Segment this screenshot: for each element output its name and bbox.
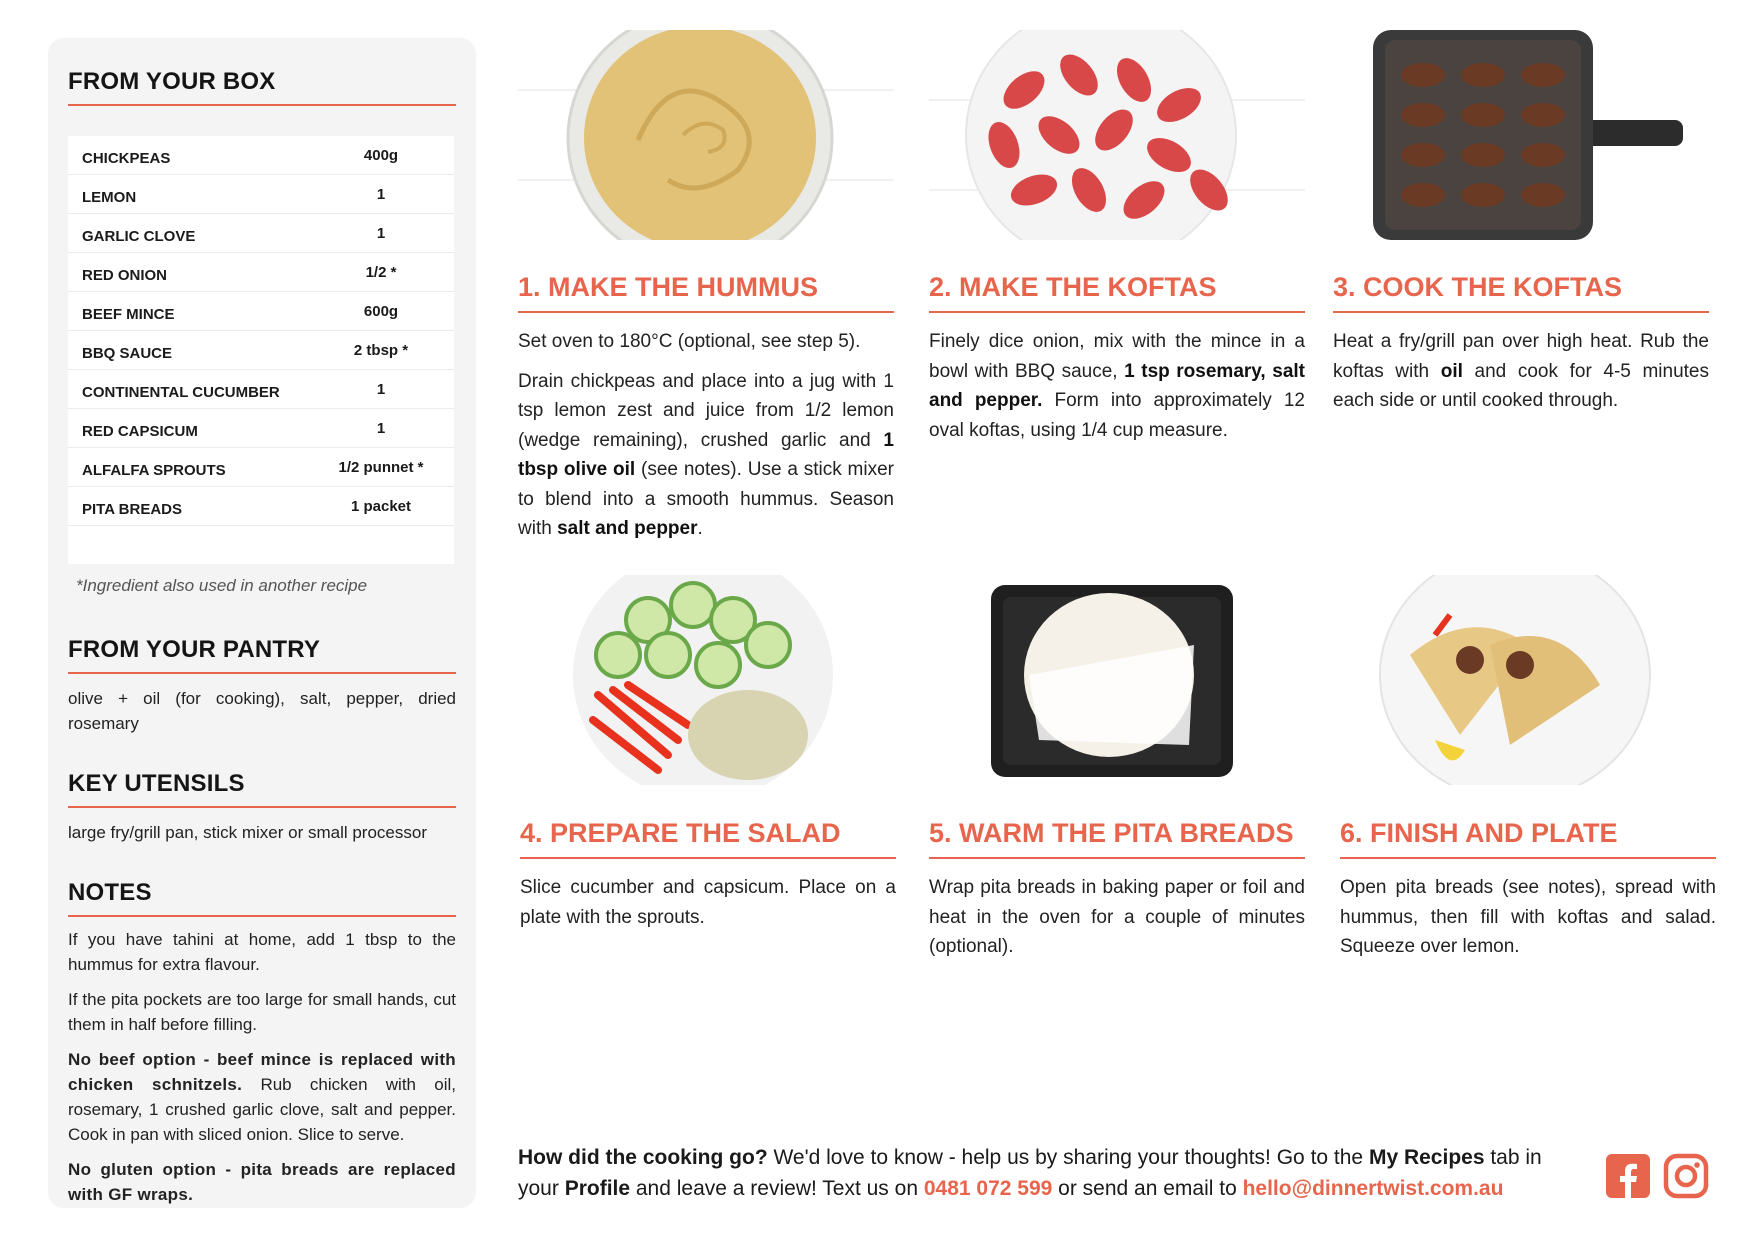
step-title: 5. WARM THE PITA BREADS bbox=[929, 818, 1305, 859]
step-text: Drain chickpeas and place into a jug with 1 tsp lemon zest and juice from 1/2 lemon (wedge remaining), crushed garlic and bbox=[518, 370, 894, 451]
footer-text: tab in your bbox=[518, 1146, 1542, 1200]
ingredient-row bbox=[68, 136, 454, 175]
ingredient-row bbox=[68, 409, 454, 448]
ingredient-name: ALFALFA SPROUTS bbox=[82, 461, 226, 479]
note-no-beef-text: Rub chicken with oil, rosemary, 1 crushed garlic clove, salt and pepper. Cook in pan with sliced onion. Slice to serve. bbox=[68, 1075, 456, 1144]
step-body bbox=[929, 327, 1305, 445]
step-bold: 1 tsp rosemary, salt and pepper. bbox=[929, 360, 1305, 411]
step-bold: 1 tbsp olive oil bbox=[518, 429, 894, 480]
ingredient-name: GARLIC CLOVE bbox=[82, 227, 196, 245]
ingredient-row bbox=[68, 253, 454, 292]
step-body bbox=[1333, 327, 1709, 416]
ingredient-name: LEMON bbox=[82, 188, 137, 206]
cooked-koftas-photo bbox=[1333, 30, 1713, 240]
step-bold: salt and pepper bbox=[557, 518, 698, 539]
feedback-question: How did the cooking go? bbox=[518, 1146, 768, 1169]
ingredient-qty: 1 packet bbox=[350, 497, 412, 515]
hummus-photo bbox=[518, 30, 894, 240]
ingredient-name: CONTINENTAL CUCUMBER bbox=[82, 383, 280, 401]
step-text: (see notes). Use a stick mixer to blend into a smooth hummus. Season with bbox=[518, 459, 894, 539]
ingredient-name: CHICKPEAS bbox=[82, 149, 171, 167]
ingredient-row bbox=[68, 487, 454, 526]
ingredient-row bbox=[68, 331, 454, 370]
ingredient-qty: 1 bbox=[376, 380, 386, 398]
ingredient-qty: 1/2 punnet * bbox=[338, 458, 424, 476]
ingredient-row bbox=[68, 292, 454, 331]
ingredient-row bbox=[68, 448, 454, 487]
ingredient-qty: 600g bbox=[363, 302, 399, 320]
pantry-text: olive + oil (for cooking), salt, pepper, dried rosemary bbox=[68, 689, 456, 733]
step-body: Wrap pita breads in baking paper or foil and heat in the oven for a couple of minutes (optional). bbox=[929, 877, 1305, 957]
step-text: . bbox=[697, 518, 703, 539]
step-text: and cook for 4-5 minutes each side or until cooked through. bbox=[1333, 360, 1710, 411]
ingredient-name: BBQ SAUCE bbox=[82, 344, 173, 362]
utensils-text: large fry/grill pan, stick mixer or small processor bbox=[68, 823, 427, 842]
step-text: Finely dice onion, mix with the mince in a bowl with BBQ sauce, bbox=[929, 331, 1305, 382]
ingredient-qty: 1 bbox=[376, 185, 386, 203]
salad-photo bbox=[518, 575, 894, 785]
step-1-method bbox=[518, 367, 894, 544]
step-body: Open pita breads (see notes), spread with hummus, then fill with koftas and salad. Squeeze over lemon. bbox=[1340, 877, 1716, 957]
step-2-method bbox=[929, 327, 1305, 445]
ingredient-footnote: *Ingredient also used in another recipe bbox=[76, 576, 368, 595]
from-your-box-title: FROM YOUR BOX bbox=[68, 68, 456, 106]
ingredients-sidebar bbox=[48, 38, 476, 1208]
ingredient-row bbox=[68, 370, 454, 409]
feedback-footer bbox=[518, 1142, 1578, 1204]
step-6 bbox=[1340, 818, 1716, 962]
key-utensils-title: KEY UTENSILS bbox=[68, 770, 456, 808]
note-tahini: If you have tahini at home, add 1 tbsp to the hummus for extra flavour. bbox=[68, 930, 456, 974]
from-your-pantry-title: FROM YOUR PANTRY bbox=[68, 636, 456, 674]
step-title: 3. COOK THE KOFTAS bbox=[1333, 272, 1709, 313]
facebook-icon[interactable] bbox=[1604, 1152, 1652, 1200]
ingredient-name: BEEF MINCE bbox=[82, 305, 175, 323]
ingredients-table bbox=[68, 136, 454, 564]
ingredient-row bbox=[68, 175, 454, 214]
ingredient-qty: 400g bbox=[363, 146, 399, 164]
step-3 bbox=[1333, 272, 1709, 416]
footer-text: or send an email to bbox=[1052, 1177, 1243, 1200]
note-no-beef-bold: No beef option - beef mince is replaced with chicken schnitzels. bbox=[68, 1050, 456, 1094]
footer-text: and leave a review! Text us on bbox=[630, 1177, 924, 1200]
footer-text: We'd love to know - help us by sharing your thoughts! Go to the bbox=[767, 1146, 1369, 1169]
step-title: 2. MAKE THE KOFTAS bbox=[929, 272, 1305, 313]
note-pita-pockets: If the pita pockets are too large for small hands, cut them in half before filling. bbox=[68, 990, 456, 1034]
ingredient-name: PITA BREADS bbox=[82, 500, 183, 518]
ingredient-qty: 1 bbox=[376, 224, 386, 242]
step-2 bbox=[929, 272, 1305, 445]
step-body bbox=[518, 327, 894, 544]
ingredient-row bbox=[68, 214, 454, 253]
pita-breads-photo bbox=[929, 575, 1305, 785]
step-title: 1. MAKE THE HUMMUS bbox=[518, 272, 894, 313]
step-text: Heat a fry/grill pan over high heat. Rub the koftas with bbox=[1333, 331, 1709, 382]
ingredient-qty: 1 bbox=[376, 419, 386, 437]
notes-title: NOTES bbox=[68, 879, 456, 917]
step-5 bbox=[929, 818, 1305, 962]
my-recipes-link[interactable]: My Recipes bbox=[1368, 1146, 1485, 1169]
raw-koftas-photo bbox=[929, 30, 1305, 240]
step-body: Slice cucumber and capsicum. Place on a plate with the sprouts. bbox=[520, 877, 896, 928]
step-bold: oil bbox=[1440, 360, 1463, 382]
ingredient-name: RED ONION bbox=[82, 266, 168, 284]
step-title: 6. FINISH AND PLATE bbox=[1340, 818, 1716, 859]
step-3-method bbox=[1333, 327, 1709, 416]
step-text: Form into approximately 12 oval koftas, using 1/4 cup measure. bbox=[929, 390, 1305, 441]
ingredient-qty: 2 tbsp * bbox=[353, 341, 409, 359]
note-no-gluten-bold: No gluten option - pita breads are replaced with GF wraps. bbox=[68, 1160, 456, 1204]
instagram-icon[interactable] bbox=[1662, 1152, 1710, 1200]
profile-link[interactable]: Profile bbox=[564, 1177, 631, 1200]
step-1-oven: Set oven to 180°C (optional, see step 5). bbox=[518, 331, 861, 352]
step-4 bbox=[520, 818, 896, 932]
step-title: 4. PREPARE THE SALAD bbox=[520, 818, 896, 859]
finished-plate-photo bbox=[1340, 575, 1716, 785]
ingredient-name: RED CAPSICUM bbox=[82, 422, 198, 440]
ingredient-qty: 1/2 * bbox=[365, 263, 397, 281]
step-1 bbox=[518, 272, 894, 544]
email-link[interactable]: hello@dinnertwist.com.au bbox=[1242, 1177, 1504, 1200]
note-no-beef bbox=[68, 1047, 456, 1147]
note-no-gluten bbox=[68, 1157, 456, 1207]
phone-link[interactable]: 0481 072 599 bbox=[923, 1177, 1053, 1200]
